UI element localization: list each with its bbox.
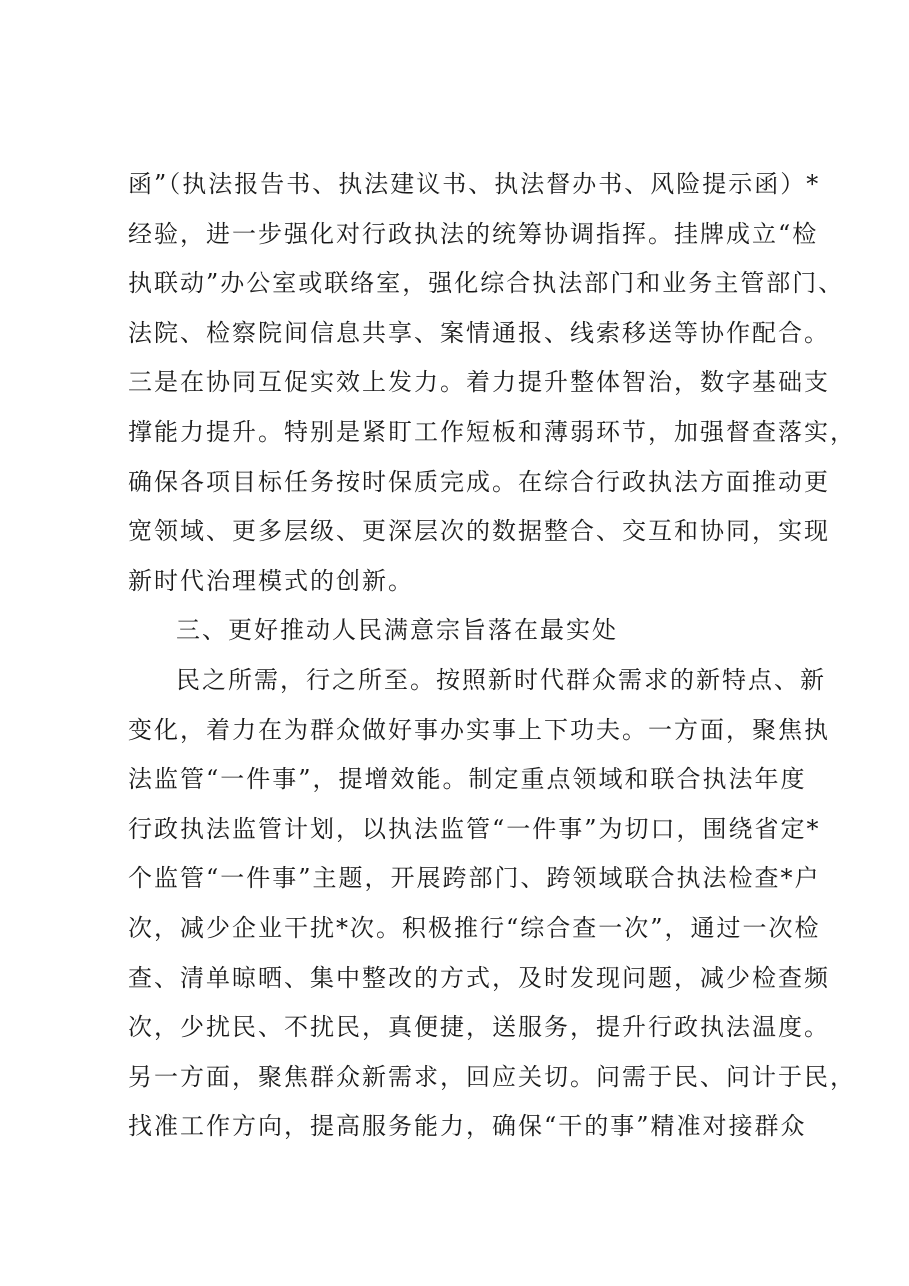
document-body <box>128 160 856 1152</box>
text-line: 次，减少企业干扰*次。积极推行“综合查一次”，通过一次检 <box>128 913 821 942</box>
text-line: 确保各项目标任务按时保质完成。在综合行政执法方面推动更 <box>128 467 830 496</box>
text-line: 经验，进一步强化对行政执法的统筹协调指挥。挂牌成立“检 <box>128 219 819 248</box>
text-line: 法院、检察院间信息共享、案情通报、线索移送等协作配合。 <box>128 318 830 347</box>
text-line: 民之所需，行之所至。按照新时代群众需求的新特点、新 <box>176 665 826 694</box>
text-line: 找准工作方向，提高服务能力，确保“干的事”精准对接群众 <box>128 1112 807 1141</box>
text-line: 执联动”办公室或联络室，强化综合执法部门和业务主管部门、 <box>128 269 845 298</box>
text-line: 三是在协同互促实效上发力。着力提升整体智治，数字基础支 <box>128 368 830 397</box>
text-line: 查、清单晾晒、集中整改的方式，及时发现问题，减少检查频 <box>128 963 830 992</box>
text-line: 撑能力提升。特别是紧盯工作短板和薄弱环节，加强督查落实， <box>128 417 856 446</box>
text-line: 次，少扰民、不扰民，真便捷，送服务，提升行政执法温度。 <box>128 1013 830 1042</box>
text-line: 法监管“一件事”，提增效能。制定重点领域和联合执法年度 <box>128 765 807 794</box>
section-heading: 三、更好推动人民满意宗旨落在最实处 <box>176 616 618 645</box>
text-line: 函”（执法报告书、执法建议书、执法督办书、风险提示函）* <box>128 170 821 198</box>
text-line: 宽领域、更多层级、更深层次的数据整合、交互和协同，实现 <box>128 517 830 546</box>
text-line: 个监管“一件事”主题，开展跨部门、跨领域联合执法检查*户 <box>128 864 821 893</box>
text-line: 新时代治理模式的创新。 <box>128 566 414 595</box>
text-line: 另一方面，聚焦群众新需求，回应关切。问需于民、问计于民， <box>128 1062 856 1091</box>
text-line: 行政执法监管计划，以执法监管“一件事”为切口，围绕省定* <box>128 814 821 843</box>
text-line: 变化，着力在为群众做好事办实事上下功夫。一方面，聚焦执 <box>128 715 830 744</box>
